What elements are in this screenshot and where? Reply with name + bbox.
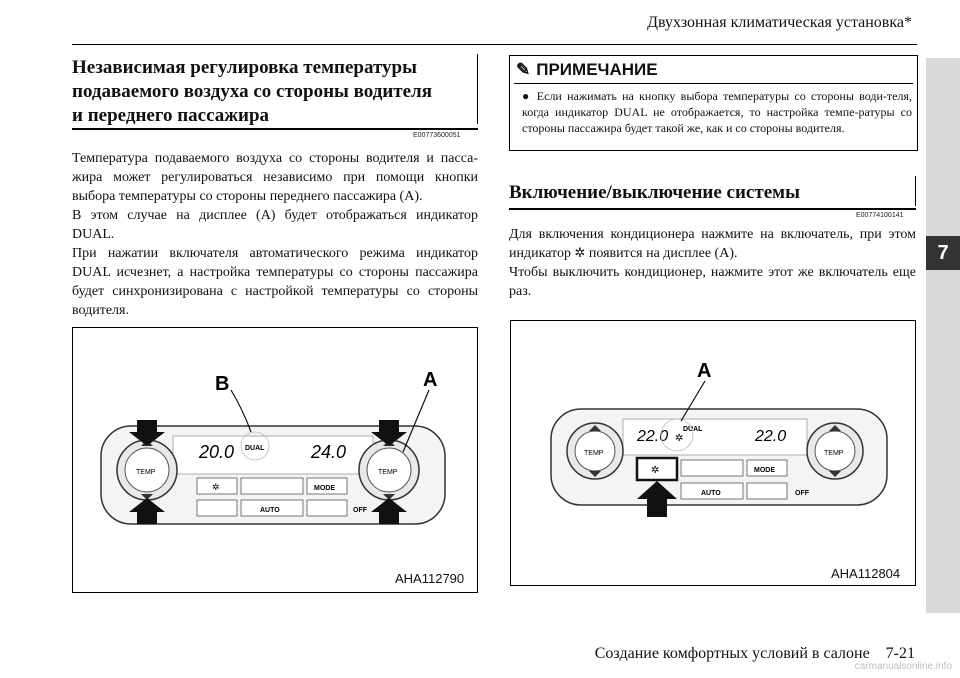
svg-text:✲: ✲: [212, 482, 220, 492]
left-body: [72, 149, 478, 320]
figure-dual-panel: [72, 327, 478, 593]
paragraph: Для включения кондиционера нажмите на включатель, при этом индикатор ✲ появится на дисплее (A).: [509, 227, 916, 261]
temp-label-right: TEMP: [824, 450, 844, 457]
mode-label: MODE: [754, 467, 775, 474]
section-code: E00774100141: [856, 212, 904, 219]
right-body: [509, 225, 916, 301]
paragraph: Чтобы выключить кондиционер, нажмите этот же включатель еще раз.: [509, 265, 916, 299]
heading-line-3: и переднего пассажира: [72, 105, 270, 126]
paragraph: В этом случае на дисплее (A) будет отображаться индикатор DUAL.: [72, 208, 478, 242]
dual-indicator: DUAL: [683, 426, 703, 433]
temp-label-left: TEMP: [136, 469, 156, 476]
header-rule: [72, 44, 917, 45]
climate-panel-illustration: [511, 321, 915, 585]
dual-indicator: DUAL: [245, 445, 265, 452]
svg-text:✲: ✲: [651, 465, 660, 476]
paragraph: Температура подаваемого воздуха со стороны водителя и пасса-жира может регулироваться независимо при помощи кнопки выбора температуры со стороны переднего пассажира (A).: [72, 151, 478, 204]
callout-a: A: [697, 360, 712, 382]
note-title: ✎ ПРИМЕЧАНИЕ: [516, 60, 658, 79]
figure-label: AHA112790: [395, 571, 465, 586]
ac-icon: ✲: [574, 246, 586, 261]
temp-label-left: TEMP: [584, 450, 604, 457]
off-label: OFF: [795, 490, 809, 497]
ac-indicator-icon: ✲: [675, 433, 684, 444]
chapter-side-tab: [926, 58, 960, 613]
note-box: [509, 55, 918, 151]
page-footer: Создание комфортных условий в салоне 7-21: [594, 645, 915, 662]
display-right-temp: 24.0: [311, 442, 347, 462]
auto-label: AUTO: [260, 507, 280, 514]
paragraph: При нажатии включателя автоматического режима индикатор DUAL исчезнет, а настройка температуры со стороны пассажира будет синхронизирована с настройкой температуры со стороны водителя.: [72, 246, 478, 318]
display-left-temp: 22.0: [637, 428, 669, 445]
callout-b: B: [215, 373, 230, 395]
heading-line-1: Независимая регулировка температуры: [72, 57, 417, 78]
running-header: Двухзонная климатическая установка*: [647, 14, 912, 31]
off-label: OFF: [353, 507, 367, 514]
heading-line-2: подаваемого воздуха со стороны водителя: [72, 81, 432, 102]
watermark: carmanualsonline.info: [854, 661, 952, 672]
auto-label: AUTO: [701, 490, 721, 497]
chapter-number: 7: [926, 236, 960, 270]
figure-ac-panel: [510, 320, 916, 586]
note-text: ● Если нажимать на кнопку выбора температуры со стороны води-теля, когда индикатор DUAL не отображается, то настройка темпе-ратуры со стороны пассажира будет такой же, как и со стороны водителя.: [522, 89, 913, 135]
bullet-icon: ●: [522, 89, 537, 103]
callout-a: A: [423, 369, 438, 391]
section-heading-independent: [72, 52, 478, 128]
display-left-temp: 20.0: [199, 442, 235, 462]
temp-label-right: TEMP: [378, 469, 398, 476]
climate-panel-illustration: [73, 328, 477, 592]
display-right-temp: 22.0: [755, 428, 787, 445]
section-heading-onoff: Включение/выключение системы: [509, 176, 916, 205]
figure-label: AHA112804: [831, 566, 901, 581]
section-code: E00773600051: [413, 132, 461, 139]
pen-icon: ✎: [516, 60, 531, 79]
mode-label: MODE: [314, 485, 335, 492]
